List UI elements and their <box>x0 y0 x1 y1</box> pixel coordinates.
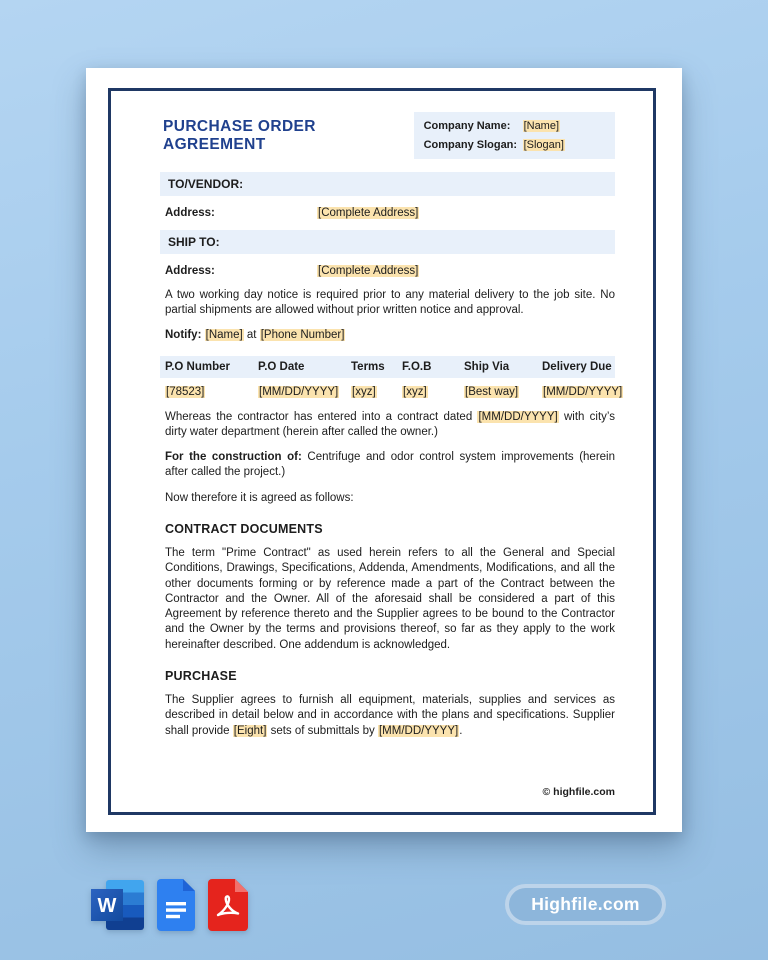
svg-text:W: W <box>97 895 117 917</box>
document-page <box>86 68 682 832</box>
terms-placeholder: [xyz] <box>352 385 376 398</box>
highfile-brand-button[interactable] <box>505 884 666 925</box>
vendor-address-label: Address: <box>165 207 215 219</box>
po-table-value-row <box>160 385 623 398</box>
ship-address-row <box>165 265 615 277</box>
po-table-header: Terms <box>351 360 385 373</box>
document-inner-border <box>108 88 656 815</box>
vendor-address-placeholder: [Complete Address] <box>318 207 419 219</box>
contract-date-placeholder: [MM/DD/YYYY] <box>478 410 558 423</box>
po-table-header-row <box>160 356 615 378</box>
po-number-placeholder: [78523] <box>166 385 205 398</box>
company-name-row <box>424 120 605 132</box>
company-name-label: Company Name: <box>423 120 511 132</box>
whereas-paragraph <box>165 410 615 441</box>
po-table-cell <box>402 386 464 398</box>
vendor-address-row <box>165 207 615 219</box>
po-table-header: P.O Number <box>165 360 230 373</box>
company-info-box <box>414 112 615 159</box>
submittal-count-placeholder: [Eight] <box>233 724 267 737</box>
ms-word-icon[interactable] <box>90 878 144 932</box>
document-header <box>160 112 615 159</box>
copyright-note: © highfile.com <box>542 786 615 798</box>
notify-line <box>165 329 615 341</box>
google-docs-icon[interactable] <box>157 879 195 931</box>
purchase-text: The Supplier agrees to furnish all equipment, materials, supplies and services as described in detail below and in accordance with the plans and specifications. Supplier shall provide <box>165 693 615 737</box>
company-slogan-row <box>424 139 605 151</box>
po-table-cell <box>351 386 402 398</box>
notify-phone-placeholder: [Phone Number] <box>260 328 345 341</box>
whereas-text: Whereas the contractor has entered into a contract dated <box>165 410 473 423</box>
po-table-header: Ship Via <box>464 360 510 373</box>
construction-label: For the construction of: <box>165 451 302 464</box>
po-table-header: P.O Date <box>258 360 305 373</box>
page-title: PURCHASE ORDER AGREEMENT <box>163 117 316 153</box>
highfile-brand-label: Highfile.com <box>531 894 640 914</box>
ship-to-section-header: SHIP TO: <box>160 230 615 254</box>
pdf-icon[interactable] <box>208 879 248 931</box>
company-slogan-label: Company Slogan: <box>423 139 518 151</box>
contract-documents-paragraph: The term "Prime Contract" as used herein refers to all the General and Special Conditions, Drawings, Specifications, Addenda, Amendments, Modifications, and all the other documents forming or by reference made a part of the Contract between the Contractor and the Owner. All of the aforesaid shall be considered a part of this Agreement by reference thereto and the Supplier agrees to be bound to the Contractor and the Owner by the terms and provisions thereof, so far as they apply to the work hereinafter described. One addendum is acknowledged. <box>165 546 615 651</box>
delivery-notice-paragraph: A two working day notice is required prior to any material delivery to the job site. No partial shipments are allowed without prior written notice and approval. <box>165 289 615 317</box>
agreement-line: Now therefore it is agreed as follows: <box>165 491 354 504</box>
notify-label: Notify: <box>165 328 202 341</box>
purchase-text-period: . <box>459 724 463 737</box>
fob-placeholder: [xyz] <box>403 385 427 398</box>
delivery-due-placeholder: [MM/DD/YYYY] <box>543 385 623 398</box>
po-table-cell <box>165 386 258 398</box>
ship-address-placeholder: [Complete Address] <box>318 265 419 277</box>
po-table-header: Delivery Due <box>542 360 612 373</box>
company-slogan-placeholder: [Slogan] <box>523 139 564 151</box>
to-vendor-section-header: TO/VENDOR: <box>160 172 615 196</box>
po-table-header: F.O.B <box>402 360 432 373</box>
construction-text: Centrifuge and odor control system improvements (herein after called the project.) <box>165 451 616 479</box>
purchase-text: sets of submittals by <box>270 724 375 737</box>
po-date-placeholder: [MM/DD/YYYY] <box>259 385 339 398</box>
construction-paragraph <box>165 450 615 481</box>
po-table-cell <box>542 386 623 398</box>
contract-documents-heading: CONTRACT DOCUMENTS <box>165 521 323 536</box>
notify-connector: at <box>246 328 257 341</box>
whereas-text: with city’s dirty water department (herein after called the owner.) <box>165 410 615 438</box>
po-table-cell <box>258 386 351 398</box>
notify-name-placeholder: [Name] <box>205 328 243 341</box>
submittal-date-placeholder: [MM/DD/YYYY] <box>378 724 459 737</box>
download-format-icons <box>90 877 248 933</box>
po-table-cell <box>464 386 542 398</box>
purchase-heading: PURCHASE <box>165 668 237 683</box>
purchase-paragraph <box>165 693 615 739</box>
ship-address-label: Address: <box>165 265 215 277</box>
company-name-placeholder: [Name] <box>523 120 560 132</box>
ship-via-placeholder: [Best way] <box>465 385 519 398</box>
